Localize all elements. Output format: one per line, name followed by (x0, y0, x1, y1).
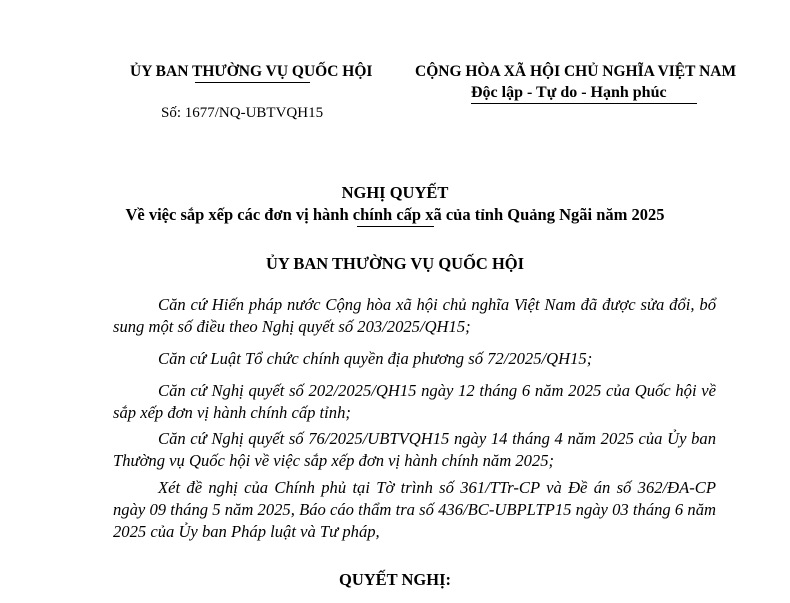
legal-basis-1: Căn cứ Hiến pháp nước Cộng hòa xã hội chủ nghĩa Việt Nam đã được sửa đổi, bổ sung một số điều theo Nghị quyết số 203/2025/QH15; (113, 295, 716, 336)
national-motto: Độc lập - Tự do - Hạnh phúc (471, 84, 667, 101)
document-subject: Về việc sắp xếp các đơn vị hành chính cấp xã của tỉnh Quảng Ngãi năm 2025 (125, 205, 665, 224)
document-type: NGHỊ QUYẾT (341, 183, 449, 202)
national-title: CỘNG HÒA XÃ HỘI CHỦ NGHĨA VIỆT NAM (415, 63, 737, 80)
decision-heading: QUYẾT NGHỊ: (338, 570, 451, 589)
legal-basis-5: Xét đề nghị của Chính phủ tại Tờ trình số 361/TTr-CP và Đề án số 362/ĐA-CP ngày 09 tháng 5 năm 2025, Báo cáo thẩm tra số 436/BC-UBPLTP15 ngày 03 tháng 6 năm 2025 của Ủy ban Pháp luật và Tư pháp, (113, 478, 716, 541)
issuing-agency: ỦY BAN THƯỜNG VỤ QUỐC HỘI (130, 63, 373, 80)
motto-underline (471, 103, 697, 104)
agency-underline (195, 82, 310, 83)
document-number: Số: 1677/NQ-UBTVQH15 (161, 105, 324, 121)
legal-basis-2: Căn cứ Luật Tổ chức chính quyền địa phương số 72/2025/QH15; (158, 349, 593, 368)
subject-underline (357, 226, 434, 227)
legal-basis-4: Căn cứ Nghị quyết số 76/2025/UBTVQH15 ngày 14 tháng 4 năm 2025 của Ủy ban Thường vụ Quốc hội về việc sắp xếp đơn vị hành chính năm 2025; (113, 429, 716, 470)
legal-basis-3: Căn cứ Nghị quyết số 202/2025/QH15 ngày 12 tháng 6 năm 2025 của Quốc hội về sắp xếp đơn vị hành chính cấp tỉnh; (113, 381, 716, 422)
issuing-body: ỦY BAN THƯỜNG VỤ QUỐC HỘI (265, 254, 525, 273)
